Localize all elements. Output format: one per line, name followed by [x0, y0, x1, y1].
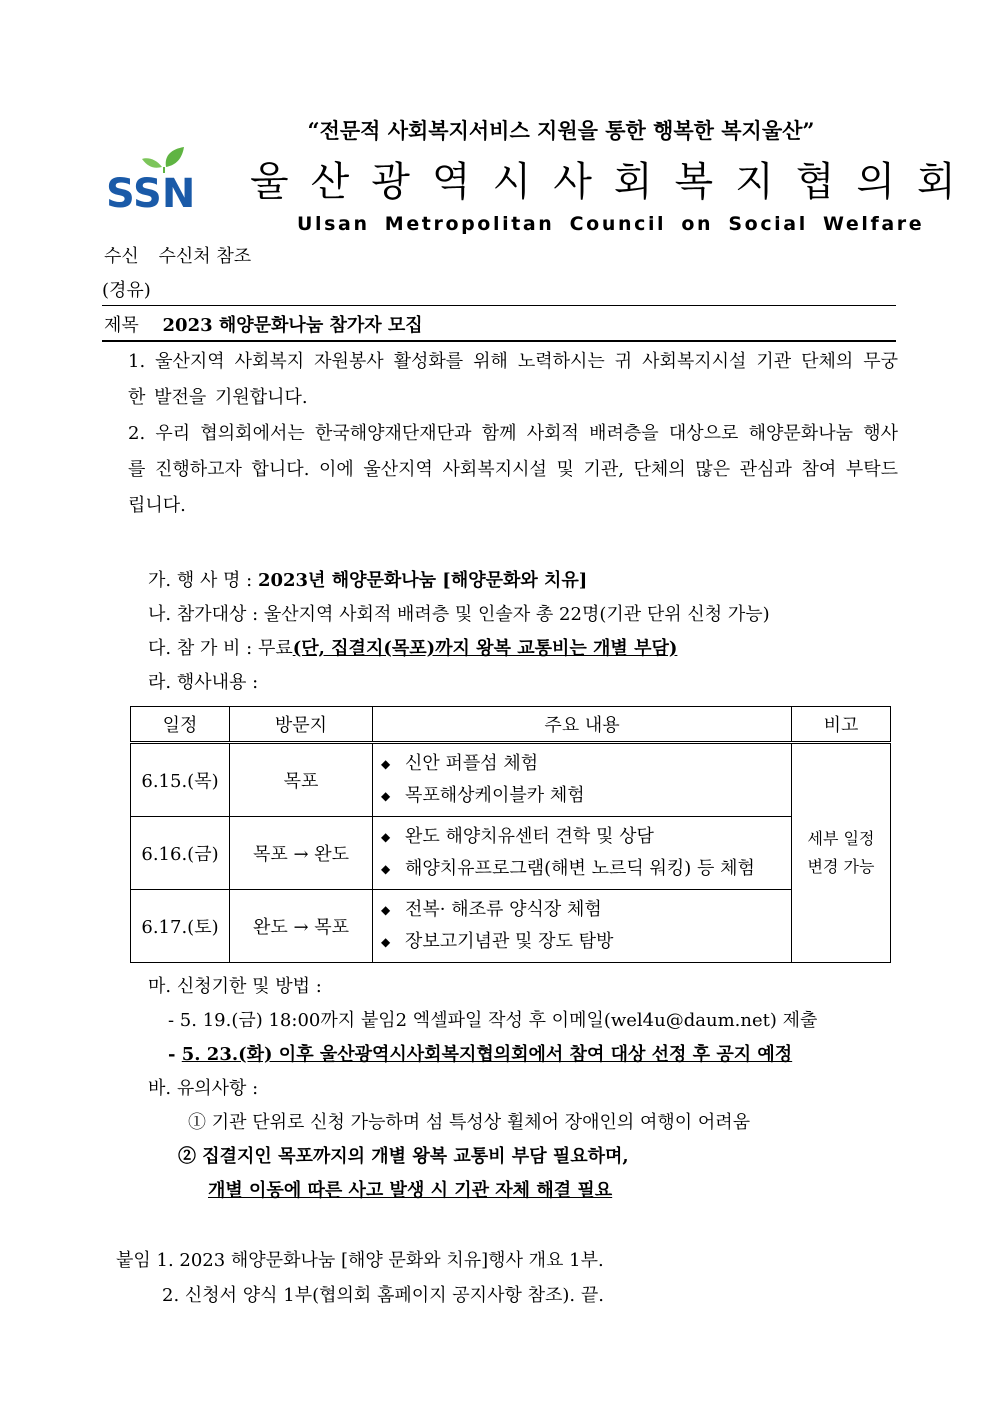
table-header-row: [131, 707, 891, 743]
diamond-bullet-icon: ◆: [381, 903, 391, 917]
table-row: [131, 890, 891, 963]
header-content: 주요 내용: [373, 707, 792, 743]
note-line: 세부 일정: [807, 829, 875, 848]
row-content: [373, 890, 792, 963]
item-event-name: [148, 566, 587, 592]
attachment-1: 붙임 1. 2023 해양문화나눔 [해양 문화와 치유]행사 개요 1부.: [116, 1250, 604, 1271]
row-note: [792, 743, 891, 963]
item-participants: 나. 참가대상 : 울산지역 사회적 배려층 및 인솔자 총 22명(기관 단위 신청 가능): [148, 604, 770, 625]
row-date: 6.17.(토): [131, 890, 230, 963]
recipient-row: [104, 242, 251, 268]
item-label: 다. 참 가 비 : 무료: [148, 638, 293, 659]
diamond-bullet-icon: ◆: [381, 789, 391, 803]
divider: [102, 340, 896, 342]
item-notes: 바. 유의사항 :: [148, 1078, 259, 1099]
item-label: 가. 행 사 명 :: [148, 570, 258, 591]
row-date: 6.15.(목): [131, 743, 230, 817]
row-place: 완도 → 목포: [230, 890, 373, 963]
header-date: 일정: [131, 707, 230, 743]
diamond-bullet-icon: ◆: [381, 757, 391, 771]
apply-detail-2: - 5. 23.(화) 이후 울산광역시사회복지협의회에서 참여 대상 선정 후 공지 예정: [168, 1044, 793, 1065]
via: (경유): [102, 280, 151, 301]
item-content: 라. 행사내용 :: [148, 672, 259, 693]
apply-detail-1: - 5. 19.(금) 18:00까지 붙임2 엑셀파일 작성 후 이메일(wel4u@daum.net) 제출: [168, 1010, 818, 1031]
list-item: ◆ 목포해상케이블카 체험: [381, 780, 783, 812]
note-2: ② 집결지인 목포까지의 개별 왕복 교통비 부담 필요하며,: [178, 1146, 629, 1167]
list-item: ◆ 전복· 해조류 양식장 체험: [381, 894, 783, 926]
recipient-label: 수신: [104, 246, 139, 267]
diamond-bullet-icon: ◆: [381, 862, 391, 876]
slogan: “전문적 사회복지서비스 지원을 통한 행복한 복지울산”: [307, 118, 815, 143]
header-note: 비고: [792, 707, 891, 743]
list-item: ◆ 장보고기념관 및 장도 탐방: [381, 926, 783, 958]
table-row: [131, 743, 891, 817]
diamond-bullet-icon: ◆: [381, 830, 391, 844]
subject-label: 제목: [104, 315, 139, 336]
item-apply: 마. 신청기한 및 방법 :: [148, 976, 322, 997]
subject-value: 2023 해양문화나눔 참가자 모집: [162, 315, 423, 336]
attachment-2: 2. 신청서 양식 1부(협의회 홈페이지 공지사항 참조). 끝.: [162, 1285, 604, 1306]
paragraph-1: 1. 울산지역 사회복지 자원봉사 활성화를 위해 노력하시는 귀 사회복지시설 기관 단체의 무궁한 발전을 기원합니다.: [128, 351, 898, 408]
row-content: [373, 817, 792, 890]
table-row: [131, 817, 891, 890]
item-value: (단, 집결지(목포)까지 왕복 교통비는 개별 부담): [292, 638, 678, 659]
item-fee: [148, 634, 677, 660]
row-date: 6.16.(금): [131, 817, 230, 890]
list-item: ◆ 해양치유프로그램(해변 노르딕 워킹) 등 체험: [381, 853, 783, 885]
org-name: 울산광역시사회복지협의회: [250, 159, 978, 205]
row-place: 목포: [230, 743, 373, 817]
note-line: 변경 가능: [807, 857, 875, 876]
subject-row: [104, 311, 423, 337]
paragraph-2: 2. 우리 협의회에서는 한국해양재단재단과 함께 사회적 배려층을 대상으로 해양문화나눔 행사를 진행하고자 합니다. 이에 울산지역 사회복지시설 및 기관, 단체의 많은 관심과 참여 부탁드립니다.: [128, 423, 898, 516]
note-3: 개별 이동에 따른 사고 발생 시 기관 자체 해결 필요: [208, 1180, 613, 1201]
list-item: ◆ 신안 퍼플섬 체험: [381, 748, 783, 780]
recipient-value: 수신처 참조: [158, 246, 252, 267]
schedule-table: [130, 706, 891, 963]
ssn-logo: [104, 145, 214, 215]
row-content: [373, 743, 792, 817]
divider: [102, 305, 896, 306]
note-1: ① 기관 단위로 신청 가능하며 섬 특성상 휠체어 장애인의 여행이 어려움: [188, 1112, 751, 1133]
row-place: 목포 → 완도: [230, 817, 373, 890]
list-item: ◆ 완도 해양치유센터 견학 및 상담: [381, 821, 783, 853]
header-place: 방문지: [230, 707, 373, 743]
item-value: 2023년 해양문화나눔 [해양문화와 치유]: [257, 570, 588, 591]
diamond-bullet-icon: ◆: [381, 935, 391, 949]
org-name-en: Ulsan Metropolitan Council on Social Welfare: [297, 213, 925, 235]
logo-text: SSN: [106, 171, 196, 215]
leaf-icon: [142, 147, 184, 173]
